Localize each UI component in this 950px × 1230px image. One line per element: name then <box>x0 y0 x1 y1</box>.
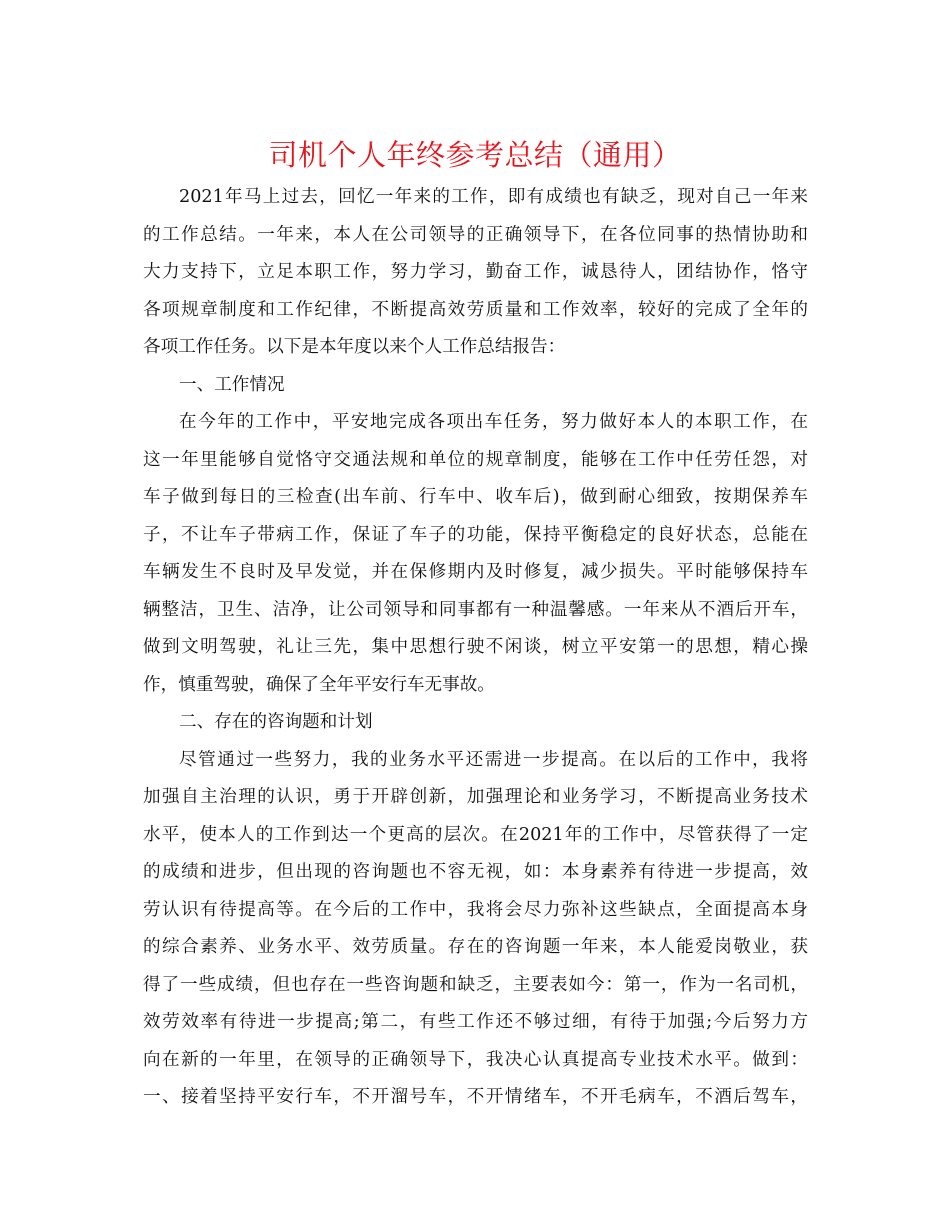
text-line: 一、接着坚持平安行车，不开溜号车，不开情绪车，不开毛病车，不酒后驾车， <box>143 1087 808 1107</box>
text-line: 各项规章制度和工作纪律，不断提高效劳质量和工作效率，较好的完成了全年的 <box>143 299 808 320</box>
text-line: 大力支持下，立足本职工作，努力学习，勤奋工作，诚恳待人，团结协作，恪守 <box>143 262 808 282</box>
text-line: 2021年马上过去，回忆一年来的工作，即有成绩也有缺乏，现对自己一年来 <box>179 187 808 207</box>
text-line: 做到文明驾驶，礼让三先，集中思想行驶不闲谈，树立平安第一的思想，精心操 <box>143 637 808 657</box>
text-line: 得了一些成绩，但也存在一些咨询题和缺乏，主要表如今：第一，作为一名司机， <box>143 974 808 995</box>
text-line: 尽管通过一些努力，我的业务水平还需进一步提高。在以后的工作中，我将 <box>179 749 808 770</box>
text-line: 效劳效率有待进一步提高;第二，有些工作还不够过细，有待于加强;今后努力方 <box>143 1012 808 1032</box>
text-line: 加强自主治理的认识，勇于开辟创新，加强理论和业务学习，不断提高业务技术 <box>143 787 808 807</box>
text-line: 的综合素养、业务水平、效劳质量。存在的咨询题一年来，本人能爱岗敬业，获 <box>143 937 808 957</box>
text-line: 向在新的一年里，在领导的正确领导下，我决心认真提高专业技术水平。做到： <box>143 1049 808 1070</box>
text-line: 车辆发生不良时及早发觉，并在保修期内及时修复，减少损失。平时能够保持车 <box>143 562 808 582</box>
text-line: 各项工作任务。以下是本年度以来个人工作总结报告： <box>143 337 566 357</box>
text-line: 子，不让车子带病工作，保证了车子的功能，保持平衡稳定的良好状态，总能在 <box>143 524 808 545</box>
text-line: 车子做到每日的三检查(出车前、行车中、收车后)，做到耐心细致，按期保养车 <box>143 487 808 507</box>
text-line: 作，慎重驾驶，确保了全年平安行车无事故。 <box>143 674 495 695</box>
text-line: 的成绩和进步，但出现的咨询题也不容无视，如：本身素养有待进一步提高，效 <box>143 862 808 882</box>
section-heading: 一、工作情况 <box>179 374 285 395</box>
text-line: 的工作总结。一年来，本人在公司领导的正确领导下，在各位同事的热情协助和 <box>143 224 808 245</box>
document-title: 司机个人年终参考总结（通用） <box>268 138 682 172</box>
text-line: 这一年里能够自觉恪守交通法规和单位的规章制度，能够在工作中任劳任怨，对 <box>143 449 808 470</box>
text-line: 辆整洁，卫生、洁净，让公司领导和同事都有一种温馨感。一年来从不酒后开车， <box>143 599 808 620</box>
document-body <box>143 179 808 1117</box>
section-heading: 二、存在的咨询题和计划 <box>179 712 373 732</box>
text-line: 劳认识有待提高等。在今后的工作中，我将会尽力弥补这些缺点，全面提高本身 <box>143 899 808 920</box>
text-line: 水平，使本人的工作到达一个更高的层次。在2021年的工作中，尽管获得了一定 <box>143 824 808 845</box>
text-line: 在今年的工作中，平安地完成各项出车任务，努力做好本人的本职工作，在 <box>179 412 808 432</box>
